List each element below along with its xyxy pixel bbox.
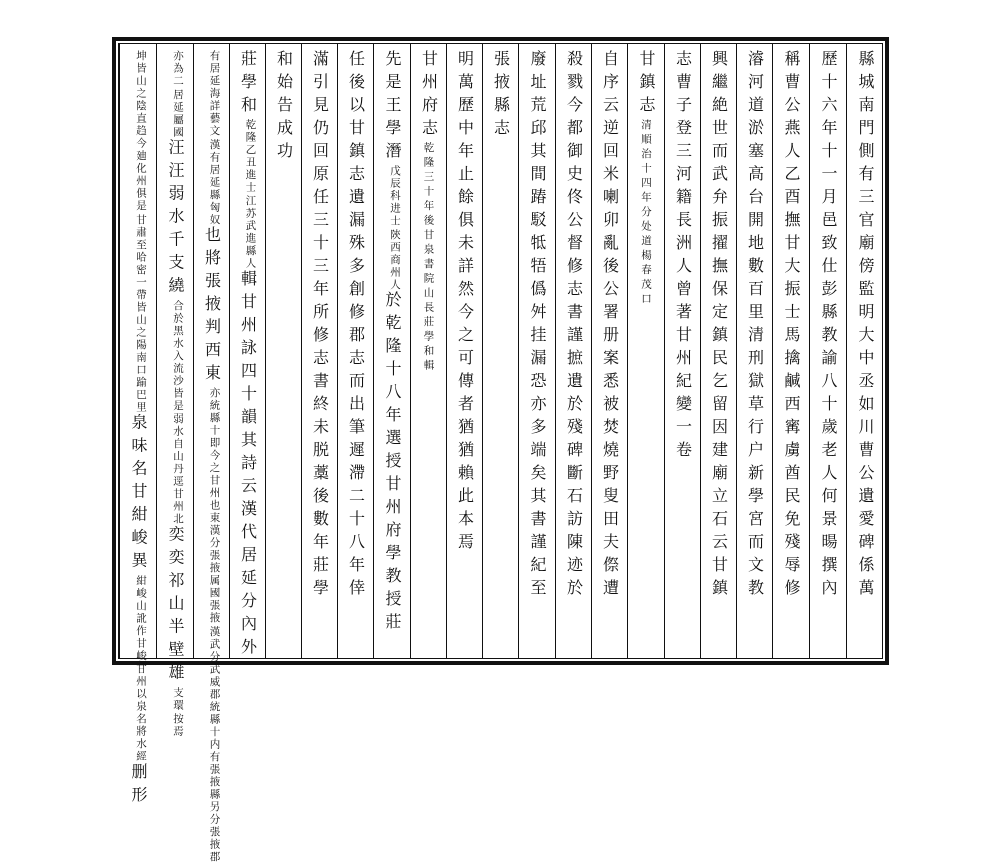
column-text: 任後以甘鎮志遺漏殊多創修郡志而出筆遲滯二十八年倖 [346, 50, 366, 602]
column-text: 志曹子登三河籍長洲人曾著甘州紀變一卷 [673, 50, 693, 464]
text-column-6 [664, 44, 700, 658]
text-column-8 [591, 44, 627, 658]
text-column-14 [373, 44, 410, 658]
column-text: 自序云逆回米喇卯亂後公署册案悉被焚燒野叟田夫傺遭 [600, 50, 620, 602]
column-text: 甘肅至哈密一帶皆山之陽南口踰巴里 坤皆山之陰直趋今廸化州俱是 泉味名甘紺峻異 甘州以泉名將水經 紺峻山訛作甘峻 删形 [129, 50, 148, 809]
column-text: 漢有居延縣匈奴 有居延海詳藝文 也將張掖判西東 漢武分武威郡統縣十内有張掖縣另分張掖郡 亦統縣十即今之甘州也東漢分張掖属國張掖 [202, 50, 222, 863]
text-column-17 [265, 44, 301, 658]
text-column-5 [700, 44, 736, 658]
column-text: 居延屬國 亦為二 汪汪弱水千支繞 弱水自山丹逕甘州北 合於黑水入流沙皆是 奕奕祁山半壁雄 按焉 支環 [166, 50, 185, 738]
text-column-21 [119, 44, 156, 809]
inline-annotation: 甘州以泉名將水經 紺峻山訛作甘峻 [135, 574, 147, 763]
column-text: 廢址荒邱其間踳駁牴牾僞舛挂漏恐亦多端矣其書謹紀至 [528, 50, 547, 602]
inline-annotation: 陝西商州人 戊辰科进士 [389, 165, 401, 291]
book-title: 甘州府志 [419, 50, 439, 142]
text-column-3 [772, 44, 809, 658]
text-column-7 [627, 44, 664, 658]
column-text: 殺戮今都御史佟公督修志書謹摭遺於殘碑斷石訪陳迹於 [564, 50, 584, 602]
book-note: 清順治十四年分处道楊春茂口 [640, 119, 652, 308]
text-column-16 [301, 44, 337, 658]
text-column-18 [229, 44, 265, 661]
column-text: 和始告成功 [274, 50, 294, 165]
column-text: 縣城南門側有三官廟傍監明大中丞如川曹公遺愛碑係萬 [856, 50, 875, 602]
text-column-11 [482, 44, 518, 658]
column-text: 稱曹公燕人乙酉撫甘大振士馬擒鹹西寗虜酋民免殘辱修 [782, 50, 801, 602]
text-column-12 [446, 44, 482, 658]
text-column-2 [809, 44, 846, 658]
inline-annotation: 江苏武進縣人 乾隆乙丑進士 [244, 119, 257, 270]
book-title: 甘鎮志 [637, 50, 656, 119]
book-note: 乾隆三十年後甘泉書院山長莊學和輯 [422, 142, 435, 374]
column-text: 張掖縣志 [491, 50, 511, 142]
inline-annotation: 漢有居延縣匈奴 有居延海詳藝文 [208, 50, 221, 226]
column-text: 明萬歷中年止餘俱未詳然今之可傳者猶猶賴此本焉 [455, 50, 475, 556]
column-text: 濬河道淤塞高台開地數百里清刑獄草行户新學宮而文教 [745, 50, 765, 602]
text-column-19 [193, 44, 229, 863]
text-column-9 [555, 44, 591, 658]
inline-annotation: 漢武分武威郡統縣十内有張掖縣另分張掖郡 亦統縣十即今之甘州也東漢分張掖属國張掖 [208, 387, 221, 863]
column-text: 興繼絶世而武弁振擢撫保定鎮民乞留因建廟立石云甘鎮 [709, 50, 729, 602]
text-column-13 [410, 44, 446, 658]
column-text [638, 50, 654, 308]
column-text: 先是王學潛 陝西商州人 戊辰科进士 於乾隆十八年選授甘州府學教授莊 [383, 50, 402, 636]
column-text: 滿引見仍回原任三十三年所修志書終未脱藁後數年莊學 [310, 50, 330, 602]
inline-annotation: 弱水自山丹逕甘州北 合於黑水入流沙皆是 [172, 299, 184, 526]
column-text: 歷十六年十一月邑致仕彭縣教諭八十歲老人何景暘撰內 [819, 50, 838, 602]
inline-annotation: 甘肅至哈密一帶皆山之陽南口踰巴里 坤皆山之陰直趋今廸化州俱是 [135, 50, 147, 414]
inline-annotation: 居延屬國 亦為二 [172, 50, 184, 139]
text-column-1 [846, 44, 883, 658]
inline-annotation: 按焉 支環 [172, 686, 184, 738]
text-column-4 [736, 44, 772, 658]
text-column-10 [518, 44, 555, 658]
column-text: 莊學和 江苏武進縣人 乾隆乙丑進士 輯甘州詠四十韻其詩云漢代居延分內外 [238, 50, 258, 661]
text-column-15 [337, 44, 373, 658]
column-text [421, 50, 437, 374]
text-column-20 [156, 44, 193, 738]
